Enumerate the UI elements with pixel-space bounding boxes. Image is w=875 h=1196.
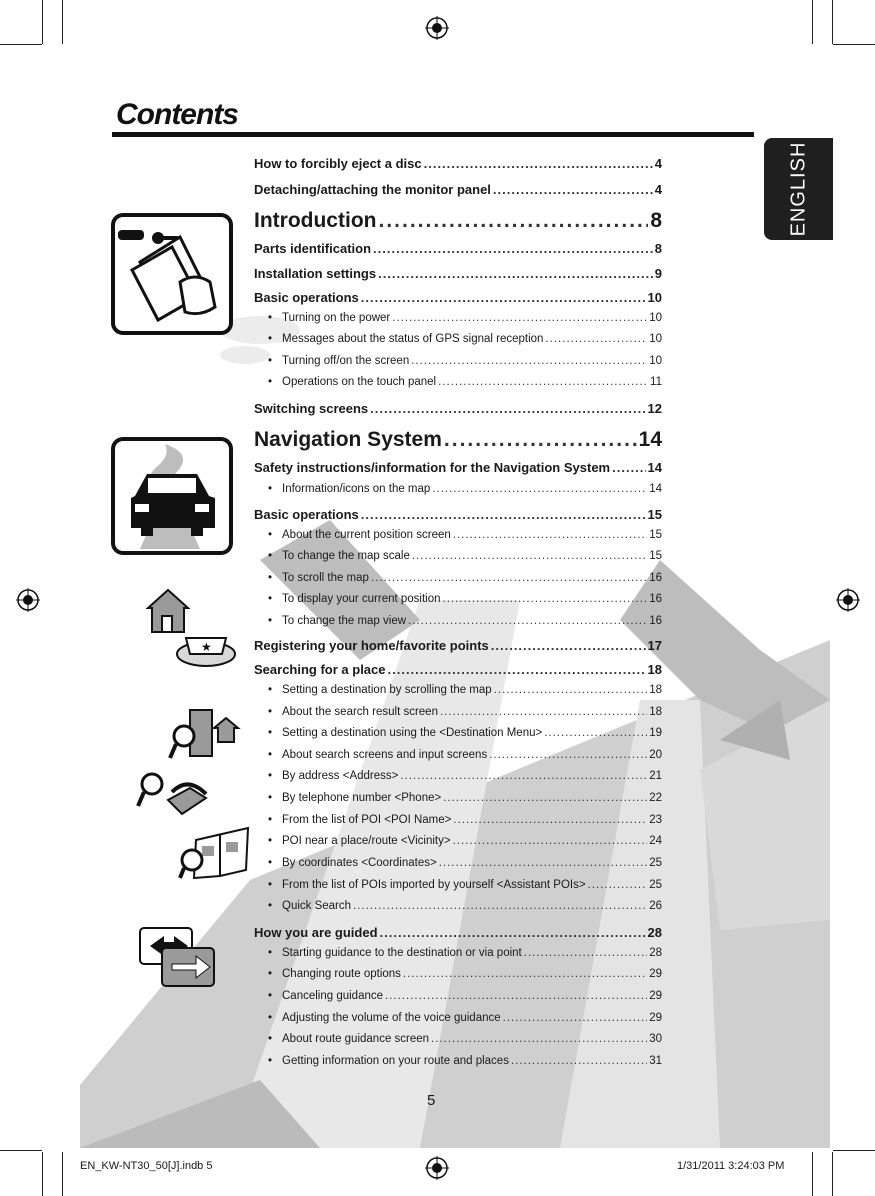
toc-entry-title: POI near a place/route <Vicinity>: [282, 835, 451, 847]
toc-subentry[interactable]: [268, 572, 662, 584]
toc-subentry[interactable]: [268, 879, 662, 891]
toc-leader: [489, 749, 647, 761]
toc-entry-page: 10: [649, 312, 662, 324]
bullet: •: [268, 333, 273, 345]
toc-leader: [444, 428, 637, 452]
toc-leader: [493, 182, 653, 197]
toc-leader: [588, 879, 648, 891]
bullet: •: [268, 900, 273, 912]
toc-entry-title: Operations on the touch panel: [282, 376, 437, 388]
toc-leader: [378, 209, 648, 233]
toc-entry-title: Parts identification: [254, 241, 372, 256]
page-title: Contents: [116, 98, 238, 131]
toc-subentry[interactable]: [268, 615, 662, 627]
toc-entry-title: Introduction: [254, 209, 377, 232]
toc-leader: [371, 572, 647, 584]
toc-entry-page: 16: [649, 593, 662, 605]
toc-subentry[interactable]: [268, 1055, 662, 1067]
toc-entry-title: By address <Address>: [282, 770, 399, 782]
bullet: •: [268, 572, 273, 584]
toc-leader: [412, 550, 647, 562]
toc-entry-title: Canceling guidance: [282, 990, 384, 1002]
toc-leader: [400, 770, 647, 782]
toc-entry-title: By telephone number <Phone>: [282, 792, 442, 804]
toc-entry-title: About route guidance screen: [282, 1033, 430, 1045]
toc-leader: [440, 706, 647, 718]
toc-entry[interactable]: [254, 925, 662, 940]
toc-entry-title: Installation settings: [254, 266, 377, 281]
toc-entry-title: To scroll the map: [282, 572, 369, 584]
toc-entry-title: Adjusting the volume of the voice guidance: [282, 1012, 501, 1024]
bullet: •: [268, 947, 273, 959]
toc-leader: [503, 1012, 648, 1024]
bullet: •: [268, 615, 273, 627]
language-tab-label: ENGLISH: [787, 141, 809, 237]
toc-entry-title: Switching screens: [254, 401, 369, 416]
toc-entry-page: 22: [649, 792, 662, 804]
toc-entry-page: 8: [650, 209, 662, 232]
toc-subentry[interactable]: [268, 857, 662, 869]
toc-entry-page: 25: [649, 879, 662, 891]
toc-leader: [408, 615, 647, 627]
toc-subentry[interactable]: [268, 529, 662, 541]
bullet: •: [268, 814, 273, 826]
toc-leader: [439, 857, 647, 869]
toc-entry-page: 18: [649, 706, 662, 718]
toc-subentry[interactable]: [268, 835, 662, 847]
bullet: •: [268, 355, 273, 367]
bullet: •: [268, 1012, 273, 1024]
toc-entry-page: 14: [649, 483, 662, 495]
bullet: •: [268, 990, 273, 1002]
toc-entry-title: Searching for a place: [254, 662, 386, 677]
toc-entry-page: 18: [647, 662, 662, 677]
toc-entry-page: 31: [649, 1055, 662, 1067]
toc-entry-page: 25: [649, 857, 662, 869]
bullet: •: [268, 529, 273, 541]
toc-entry-title: How you are guided: [254, 925, 378, 940]
toc-subentry[interactable]: [268, 947, 662, 959]
toc-subentry[interactable]: [268, 792, 662, 804]
toc-leader: [453, 835, 648, 847]
toc-entry-page: 19: [649, 727, 662, 739]
toc-entry-title: Setting a destination using the <Destination Menu>: [282, 727, 543, 739]
toc-entry-title: Quick Search: [282, 900, 352, 912]
toc-entry-page: 29: [649, 1012, 662, 1024]
toc-leader: [453, 814, 647, 826]
toc-entry[interactable]: [254, 156, 662, 171]
toc-entry-title: By coordinates <Coordinates>: [282, 857, 437, 869]
toc-leader: [524, 947, 647, 959]
toc-leader: [403, 968, 647, 980]
toc-subentry[interactable]: [268, 706, 662, 718]
toc-entry-page: 10: [647, 290, 662, 305]
toc-entry-page: 29: [649, 990, 662, 1002]
page-number: 5: [427, 1092, 436, 1109]
toc-entry-title: Information/icons on the map: [282, 483, 431, 495]
bullet: •: [268, 312, 273, 324]
toc-entry-page: 10: [649, 333, 662, 345]
toc-leader: [443, 593, 648, 605]
toc-subentry[interactable]: [268, 355, 662, 367]
toc-leader: [353, 900, 647, 912]
toc-entry-title: Getting information on your route and places: [282, 1055, 509, 1067]
toc-entry-title: Changing route options: [282, 968, 401, 980]
toc-entry[interactable]: [254, 401, 662, 416]
toc-leader: [392, 312, 647, 324]
toc-entry-page: 14: [638, 428, 662, 451]
toc-entry[interactable]: [254, 266, 662, 281]
bullet: •: [268, 684, 273, 696]
toc-entry-title: How to forcibly eject a disc: [254, 156, 422, 171]
toc-subentry[interactable]: [268, 333, 662, 345]
bullet: •: [268, 706, 273, 718]
toc-leader: [494, 684, 648, 696]
toc-entry-page: 24: [649, 835, 662, 847]
toc-leader: [612, 460, 645, 475]
toc-entry-title: Starting guidance to the destination or via point: [282, 947, 522, 959]
toc-leader: [378, 266, 653, 281]
toc-entry-page: 15: [649, 550, 662, 562]
toc-subentry[interactable]: [268, 1033, 662, 1045]
toc-subentry[interactable]: [268, 312, 662, 324]
toc-entry-page: 30: [649, 1033, 662, 1045]
toc-subentry[interactable]: [268, 770, 662, 782]
toc-leader: [491, 638, 646, 653]
bullet: •: [268, 727, 273, 739]
toc-leader: [432, 483, 647, 495]
toc-leader: [385, 990, 647, 1002]
toc-leader: [544, 727, 647, 739]
toc-entry-title: Setting a destination by scrolling the map: [282, 684, 492, 696]
toc-entry-title: Basic operations: [254, 507, 359, 522]
toc-entry-page: 14: [647, 460, 662, 475]
toc-entry[interactable]: [254, 290, 662, 305]
toc-entry-title: Basic operations: [254, 290, 359, 305]
toc-entry-page: 20: [649, 749, 662, 761]
toc-entry-page: 15: [649, 529, 662, 541]
toc-entry-page: 8: [654, 241, 662, 256]
toc-entry-page: 26: [649, 900, 662, 912]
bullet: •: [268, 770, 273, 782]
toc-subentry[interactable]: [268, 1012, 662, 1024]
toc-entry-title: About search screens and input screens: [282, 749, 488, 761]
toc-entry-title: To display your current position: [282, 593, 441, 605]
toc-entry-page: 9: [654, 266, 662, 281]
toc-entry[interactable]: [254, 241, 662, 256]
toc-subentry[interactable]: [268, 483, 662, 495]
toc-leader: [361, 507, 646, 522]
toc-entry-page: 16: [649, 615, 662, 627]
toc-section-heading[interactable]: [254, 209, 662, 233]
toc-entry[interactable]: [254, 507, 662, 522]
toc-entry-page: 4: [654, 156, 662, 171]
toc-leader: [411, 355, 647, 367]
toc-subentry[interactable]: [268, 684, 662, 696]
toc-leader: [545, 333, 647, 345]
bullet: •: [268, 968, 273, 980]
toc-leader: [431, 1033, 647, 1045]
toc-subentry[interactable]: [268, 727, 662, 739]
toc-entry-page: 21: [649, 770, 662, 782]
toc-subentry[interactable]: [268, 968, 662, 980]
toc-entry-title: Turning on the power: [282, 312, 391, 324]
toc-entry-page: 10: [649, 355, 662, 367]
toc-entry-title: About the current position screen: [282, 529, 451, 541]
toc-entry-page: 28: [649, 947, 662, 959]
toc-entry-page: 11: [650, 376, 662, 388]
toc-leader: [373, 241, 653, 256]
toc-subentry[interactable]: [268, 900, 662, 912]
bullet: •: [268, 857, 273, 869]
toc-entry-title: Safety instructions/information for the Navigation System: [254, 460, 611, 475]
toc-leader: [438, 376, 648, 388]
toc-entry-title: Detaching/attaching the monitor panel: [254, 182, 491, 197]
toc-entry-page: 17: [647, 638, 662, 653]
toc-entry-title: Messages about the status of GPS signal reception: [282, 333, 544, 345]
toc-leader: [370, 401, 645, 416]
toc-entry-title: Turning off/on the screen: [282, 355, 410, 367]
toc-subentry[interactable]: [268, 593, 662, 605]
toc-entry-page: 18: [649, 684, 662, 696]
bullet: •: [268, 593, 273, 605]
bullet: •: [268, 550, 273, 562]
toc-leader: [361, 290, 646, 305]
toc-leader: [388, 662, 646, 677]
bullet: •: [268, 835, 273, 847]
toc-entry-title: From the list of POIs imported by yourself <Assistant POIs>: [282, 879, 586, 891]
toc-leader: [443, 792, 647, 804]
toc-entry-page: 28: [647, 925, 662, 940]
toc-entry-title: To change the map scale: [282, 550, 410, 562]
bullet: •: [268, 483, 273, 495]
toc-subentry[interactable]: [268, 550, 662, 562]
footer-timestamp: 1/31/2011 3:24:03 PM: [677, 1160, 785, 1172]
toc-entry-page: 15: [647, 507, 662, 522]
toc-subentry[interactable]: [268, 990, 662, 1002]
toc-entry-title: About the search result screen: [282, 706, 438, 718]
toc-leader: [380, 925, 646, 940]
toc-leader: [424, 156, 653, 171]
toc-entry-title: Registering your home/favorite points: [254, 638, 489, 653]
toc-entry[interactable]: [254, 662, 662, 677]
toc-entry-title: From the list of POI <POI Name>: [282, 814, 452, 826]
toc-entry-page: 16: [649, 572, 662, 584]
toc-entry[interactable]: [254, 182, 662, 197]
toc-subentry[interactable]: [268, 376, 662, 388]
toc-entry-title: To change the map view: [282, 615, 407, 627]
toc-entry[interactable]: [254, 638, 662, 653]
bullet: •: [268, 1033, 273, 1045]
svg-text:★: ★: [201, 640, 212, 654]
toc-entry[interactable]: [254, 460, 662, 475]
toc-entry-page: 4: [654, 182, 662, 197]
bullet: •: [268, 792, 273, 804]
bullet: •: [268, 879, 273, 891]
bullet: •: [268, 1055, 273, 1067]
toc-entry-page: 29: [649, 968, 662, 980]
toc-entry-page: 12: [647, 401, 662, 416]
toc-entry-title: Navigation System: [254, 428, 442, 451]
toc-subentry[interactable]: [268, 814, 662, 826]
toc-entry-page: 23: [649, 814, 662, 826]
toc-leader: [511, 1055, 647, 1067]
toc-subentry[interactable]: [268, 749, 662, 761]
bullet: •: [268, 749, 273, 761]
footer-filename: EN_KW-NT30_50[J].indb 5: [80, 1160, 213, 1172]
toc-section-heading[interactable]: [254, 428, 662, 452]
toc-leader: [453, 529, 647, 541]
bullet: •: [268, 376, 273, 388]
